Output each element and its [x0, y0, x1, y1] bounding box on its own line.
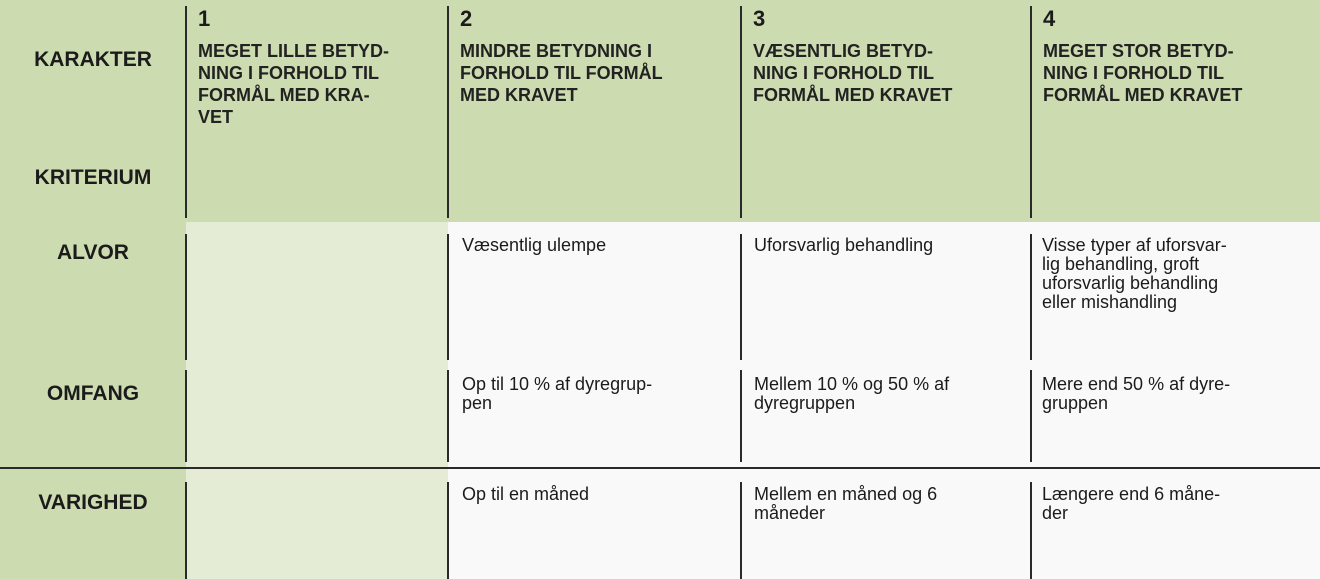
column-number: 3	[753, 6, 766, 31]
divider-col3-omfang	[740, 370, 742, 462]
column-1-body	[186, 222, 448, 579]
divider-col2-header	[447, 6, 449, 218]
divider-col2-varighed	[447, 482, 449, 579]
divider-col4-varighed	[1030, 482, 1032, 579]
divider-col1-header	[185, 6, 187, 218]
divider-col1-alvor	[185, 234, 187, 360]
cell-varighed-4: Længere end 6 måne- der	[1042, 484, 1221, 523]
divider-col3-varighed	[740, 482, 742, 579]
divider-col1-varighed	[185, 482, 187, 579]
divider-col4-alvor	[1030, 234, 1032, 360]
divider-row-varighed	[0, 467, 1320, 469]
corner-bottom-label: KRITERIUM	[34, 166, 152, 189]
cell-varighed-2: Op til en måned	[462, 484, 590, 504]
column-number: 4	[1043, 6, 1056, 31]
cell-alvor-2: Væsentlig ulempe	[462, 235, 607, 255]
divider-col1-omfang	[185, 370, 187, 462]
column-heading: MINDRE BETYDNING I FORHOLD TIL FORMÅL MED KRAVET	[460, 41, 663, 105]
row-label-varighed: VARIGHED	[38, 491, 148, 514]
column-heading: VÆSENTLIG BETYD- NING I FORHOLD TIL FORMÅL MED KRAVET	[753, 41, 953, 105]
divider-col4-omfang	[1030, 370, 1032, 462]
row-label-alvor: ALVOR	[57, 241, 129, 264]
cell-varighed-3: Mellem en måned og 6 måneder	[754, 484, 938, 523]
column-header-2	[448, 0, 741, 222]
column-header-4	[1031, 0, 1320, 222]
divider-col3-header	[740, 6, 742, 218]
divider-col4-header	[1030, 6, 1032, 218]
divider-col3-alvor	[740, 234, 742, 360]
column-number: 2	[460, 6, 473, 31]
cell-omfang-2: Op til 10 % af dyregrup- pen	[462, 374, 653, 413]
column-heading: MEGET STOR BETYD- NING I FORHOLD TIL FORMÅL MED KRAVET	[1043, 41, 1243, 105]
cell-omfang-3: Mellem 10 % og 50 % af dyregruppen	[754, 374, 950, 413]
divider-col2-omfang	[447, 370, 449, 462]
corner-top-label: KARAKTER	[34, 48, 152, 71]
cell-omfang-4: Mere end 50 % af dyre- gruppen	[1042, 374, 1231, 413]
column-header-1	[186, 0, 448, 222]
row-label-omfang: OMFANG	[46, 382, 140, 405]
corner-cell	[0, 0, 186, 579]
divider-col2-alvor	[447, 234, 449, 360]
column-number: 1	[198, 6, 211, 31]
column-header-3	[741, 0, 1031, 222]
cell-alvor-4: Visse typer af uforsvar- lig behandling, groft uforsvarlig behandling eller mishandling	[1042, 235, 1227, 312]
column-heading: MEGET LILLE BETYD- NING I FORHOLD TIL FORMÅL MED KRA- VET	[198, 41, 389, 127]
cell-alvor-3: Uforsvarlig behandling	[754, 235, 934, 255]
